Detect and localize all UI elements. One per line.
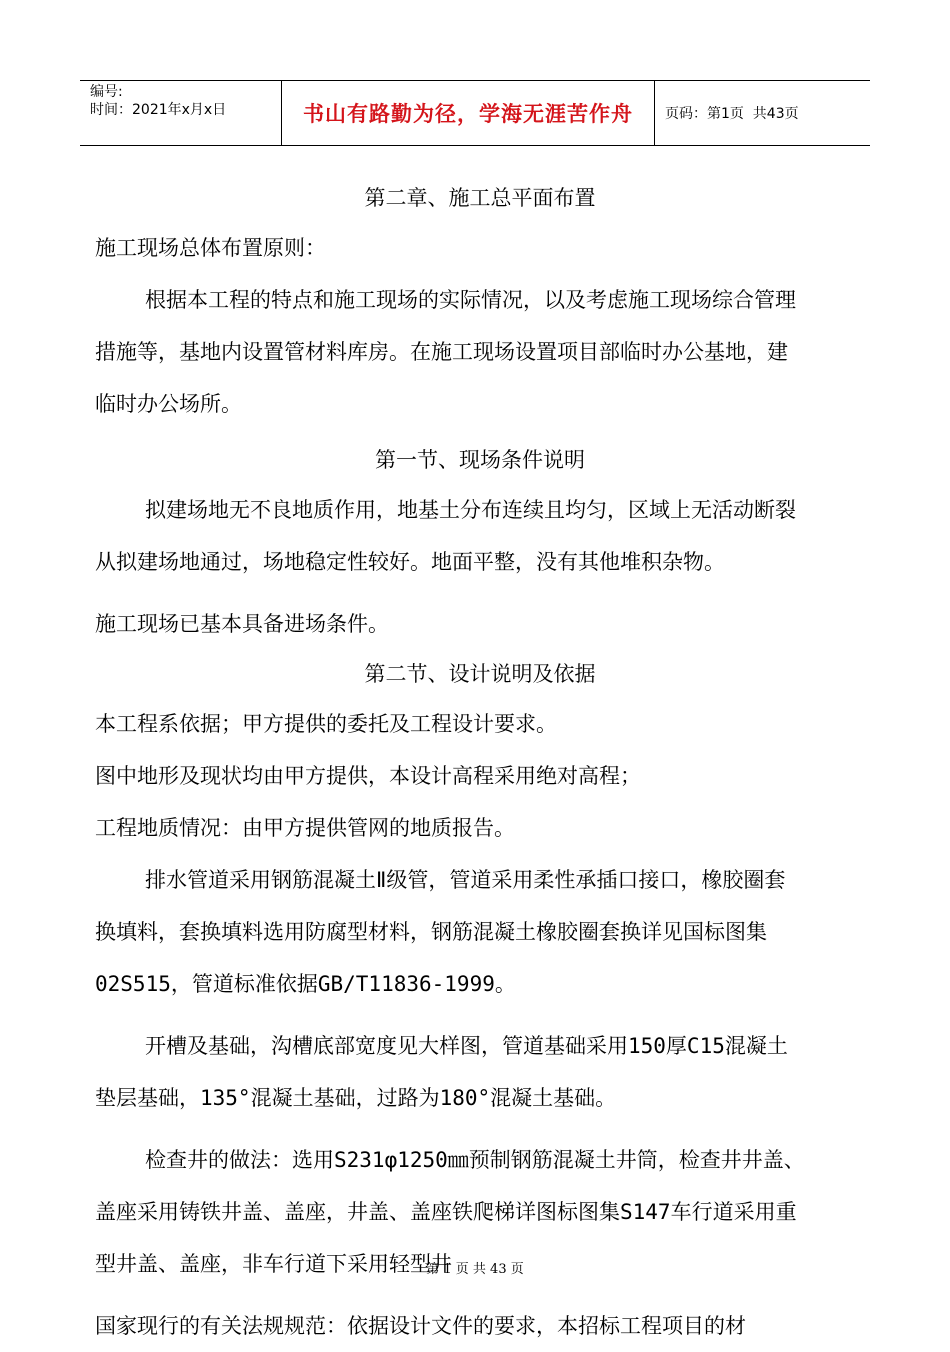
paragraph-line: 换填料，套换填料选用防腐型材料，钢筋混凝土橡胶圈套换详见国标图集: [95, 920, 767, 944]
document-number-label: 编号:: [90, 84, 123, 100]
document-body: [95, 174, 865, 1352]
paragraph-line: 措施等，基地内设置管材料库房。在施工现场设置项目部临时办公基地，建: [95, 340, 788, 364]
paragraph-line: 根据本工程的特点和施工现场的实际情况，以及考虑施工现场综合管理: [145, 288, 796, 312]
paragraph-line: 拟建场地无不良地质作用，地基土分布连续且均匀，区域上无活动断裂: [145, 498, 796, 522]
header-meta: [80, 81, 281, 145]
paragraph-line: 垫层基础，135°混凝土基础，过路为180°混凝土基础。: [95, 1086, 617, 1110]
paragraph-line: 02S515，管道标准依据GB/T11836-1999。: [95, 972, 516, 996]
paragraph-drain-pipe: [95, 854, 865, 1010]
paragraph-line: 检查井的做法：选用S231φ1250㎜预制钢筋混凝土井筒，检查井井盖、: [145, 1148, 805, 1172]
paragraph-site-layout: [95, 274, 865, 430]
paragraph-trench-foundation: [95, 1020, 865, 1124]
header-motto: 书山有路勤为径，学海无涯苦作舟: [281, 81, 655, 145]
paragraph-line: 开槽及基础，沟槽底部宽度见大样图，管道基础采用150厚C15混凝土: [145, 1034, 788, 1058]
paragraph-design-basis: 本工程系依据；甲方提供的委托及工程设计要求。: [95, 712, 557, 736]
chapter-title: 第二章、施工总平面布置: [364, 186, 596, 210]
paragraph-topography: 图中地形及现状均由甲方提供，本设计高程采用绝对高程；: [95, 764, 641, 788]
section-title-site-conditions: 第一节、现场条件说明: [375, 448, 585, 472]
paragraph-site-geology: [95, 484, 865, 588]
document-time-label: 时间：2021年x月x日: [90, 102, 227, 118]
page-header: [80, 80, 870, 146]
paragraph-line: 临时办公场所。: [95, 392, 242, 416]
paragraph-line: 盖座采用铸铁井盖、盖座，井盖、盖座铁爬梯详图标图集S147车行道采用重: [95, 1200, 797, 1224]
header-page-info: 页码：第1页 共43页: [665, 106, 799, 122]
paragraph-site-ready: 施工现场已基本具备进场条件。: [95, 612, 389, 636]
paragraph-line: 从拟建场地通过，场地稳定性较好。地面平整，没有其他堆积杂物。: [95, 550, 725, 574]
paragraph-line: 排水管道采用钢筋混凝土Ⅱ级管，管道采用柔性承插口接口，橡胶圈套: [145, 868, 786, 892]
paragraph-geology-report: 工程地质情况：由甲方提供管网的地质报告。: [95, 816, 515, 840]
paragraph-layout-principle: 施工现场总体布置原则：: [95, 236, 326, 260]
page-footer: 第 1 页 共 43 页: [426, 1262, 524, 1277]
paragraph-line: 型井盖、盖座，非车行道下采用轻型井: [95, 1252, 452, 1276]
paragraph-regulations: 国家现行的有关法规规范：依据设计文件的要求，本招标工程项目的材: [95, 1314, 746, 1338]
section-title-design-basis: 第二节、设计说明及依据: [364, 662, 596, 686]
